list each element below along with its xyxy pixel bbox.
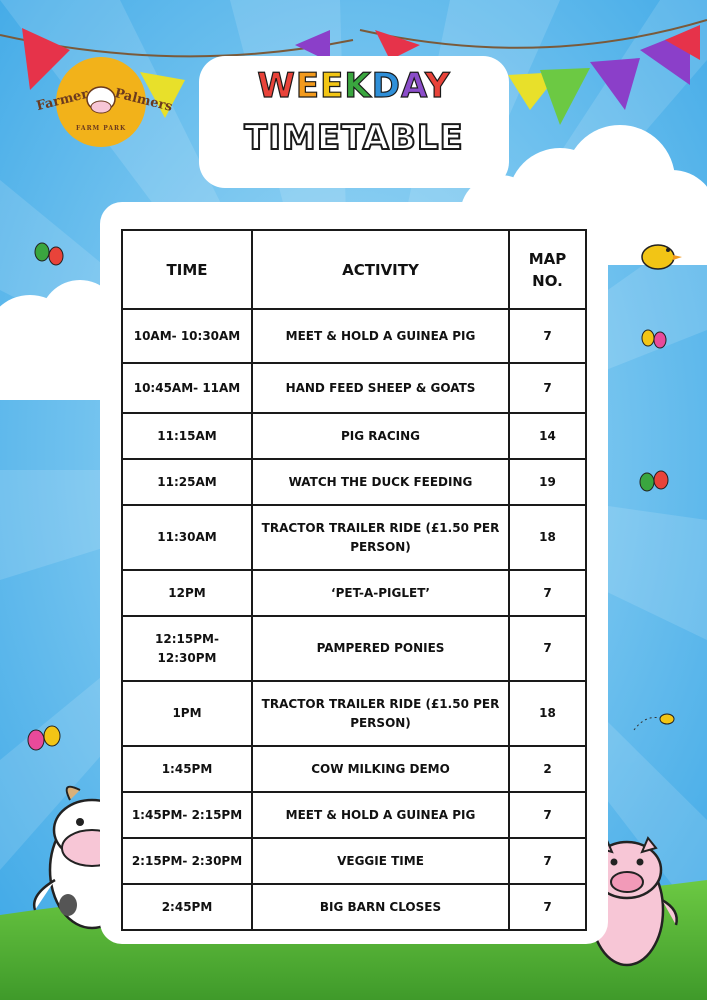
header-map-no: MAP NO. <box>509 230 586 309</box>
cell-map-no: 18 <box>509 505 586 570</box>
cell-time: 11:30AM <box>122 505 252 570</box>
title-letter: E <box>320 66 345 106</box>
cell-activity: TRACTOR TRAILER RIDE (£1.50 PER PERSON) <box>252 681 509 746</box>
cell-map-no: 7 <box>509 309 586 363</box>
cell-time: 2:15PM- 2:30PM <box>122 838 252 884</box>
cell-time: 11:25AM <box>122 459 252 505</box>
cell-time: 2:45PM <box>122 884 252 930</box>
table-row <box>122 459 586 505</box>
table-row <box>122 681 586 746</box>
table-row <box>122 570 586 616</box>
title-letter: W <box>257 66 296 106</box>
header-time: TIME <box>122 230 252 309</box>
title-letter: E <box>295 66 321 106</box>
table-row <box>122 363 586 413</box>
title-letter: A <box>400 66 425 106</box>
cell-activity: HAND FEED SHEEP & GOATS <box>252 363 509 413</box>
cell-time: 12PM <box>122 570 252 616</box>
cell-activity: COW MILKING DEMO <box>252 746 509 792</box>
cell-activity: WATCH THE DUCK FEEDING <box>252 459 509 505</box>
cell-map-no: 14 <box>509 413 586 459</box>
table-row <box>122 413 586 459</box>
cell-activity: MEET & HOLD A GUINEA PIG <box>252 792 509 838</box>
table-row <box>122 746 586 792</box>
table-row <box>122 505 586 570</box>
logo-subtitle: FARM PARK <box>76 125 127 132</box>
title-letter: D <box>371 66 401 106</box>
cell-time: 11:15AM <box>122 413 252 459</box>
header-activity: ACTIVITY <box>252 230 509 309</box>
table-row <box>122 309 586 363</box>
cell-time: 1:45PM- 2:15PM <box>122 792 252 838</box>
cell-map-no: 2 <box>509 746 586 792</box>
table-row <box>122 884 586 930</box>
title-letter: K <box>344 66 372 106</box>
cell-map-no: 7 <box>509 616 586 681</box>
cell-activity: VEGGIE TIME <box>252 838 509 884</box>
cell-time: 10AM- 10:30AM <box>122 309 252 363</box>
cell-activity: BIG BARN CLOSES <box>252 884 509 930</box>
logo-brand-right: Palmers <box>113 86 174 115</box>
cell-activity: MEET & HOLD A GUINEA PIG <box>252 309 509 363</box>
table-row <box>122 616 586 681</box>
table-row <box>122 838 586 884</box>
cell-activity: ‘PET-A-PIGLET’ <box>252 570 509 616</box>
cell-time: 1PM <box>122 681 252 746</box>
cell-time: 12:15PM- 12:30PM <box>122 616 252 681</box>
title-letter: Y <box>425 66 451 106</box>
cell-time: 10:45AM- 11AM <box>122 363 252 413</box>
table-row <box>122 792 586 838</box>
cell-map-no: 7 <box>509 570 586 616</box>
cell-map-no: 7 <box>509 363 586 413</box>
timetable-table <box>121 229 587 931</box>
farm-logo <box>34 55 174 150</box>
cell-map-no: 7 <box>509 792 586 838</box>
title-weekday <box>199 66 509 106</box>
cell-map-no: 7 <box>509 884 586 930</box>
cell-map-no: 18 <box>509 681 586 746</box>
cell-map-no: 7 <box>509 838 586 884</box>
cell-activity: TRACTOR TRAILER RIDE (£1.50 PER PERSON) <box>252 505 509 570</box>
cell-time: 1:45PM <box>122 746 252 792</box>
cell-activity: PIG RACING <box>252 413 509 459</box>
cell-map-no: 19 <box>509 459 586 505</box>
logo-brand-left: Farmer <box>34 86 90 115</box>
title-timetable: TIMETABLE <box>244 118 464 158</box>
cell-activity: PAMPERED PONIES <box>252 616 509 681</box>
table-header-row <box>122 230 586 309</box>
